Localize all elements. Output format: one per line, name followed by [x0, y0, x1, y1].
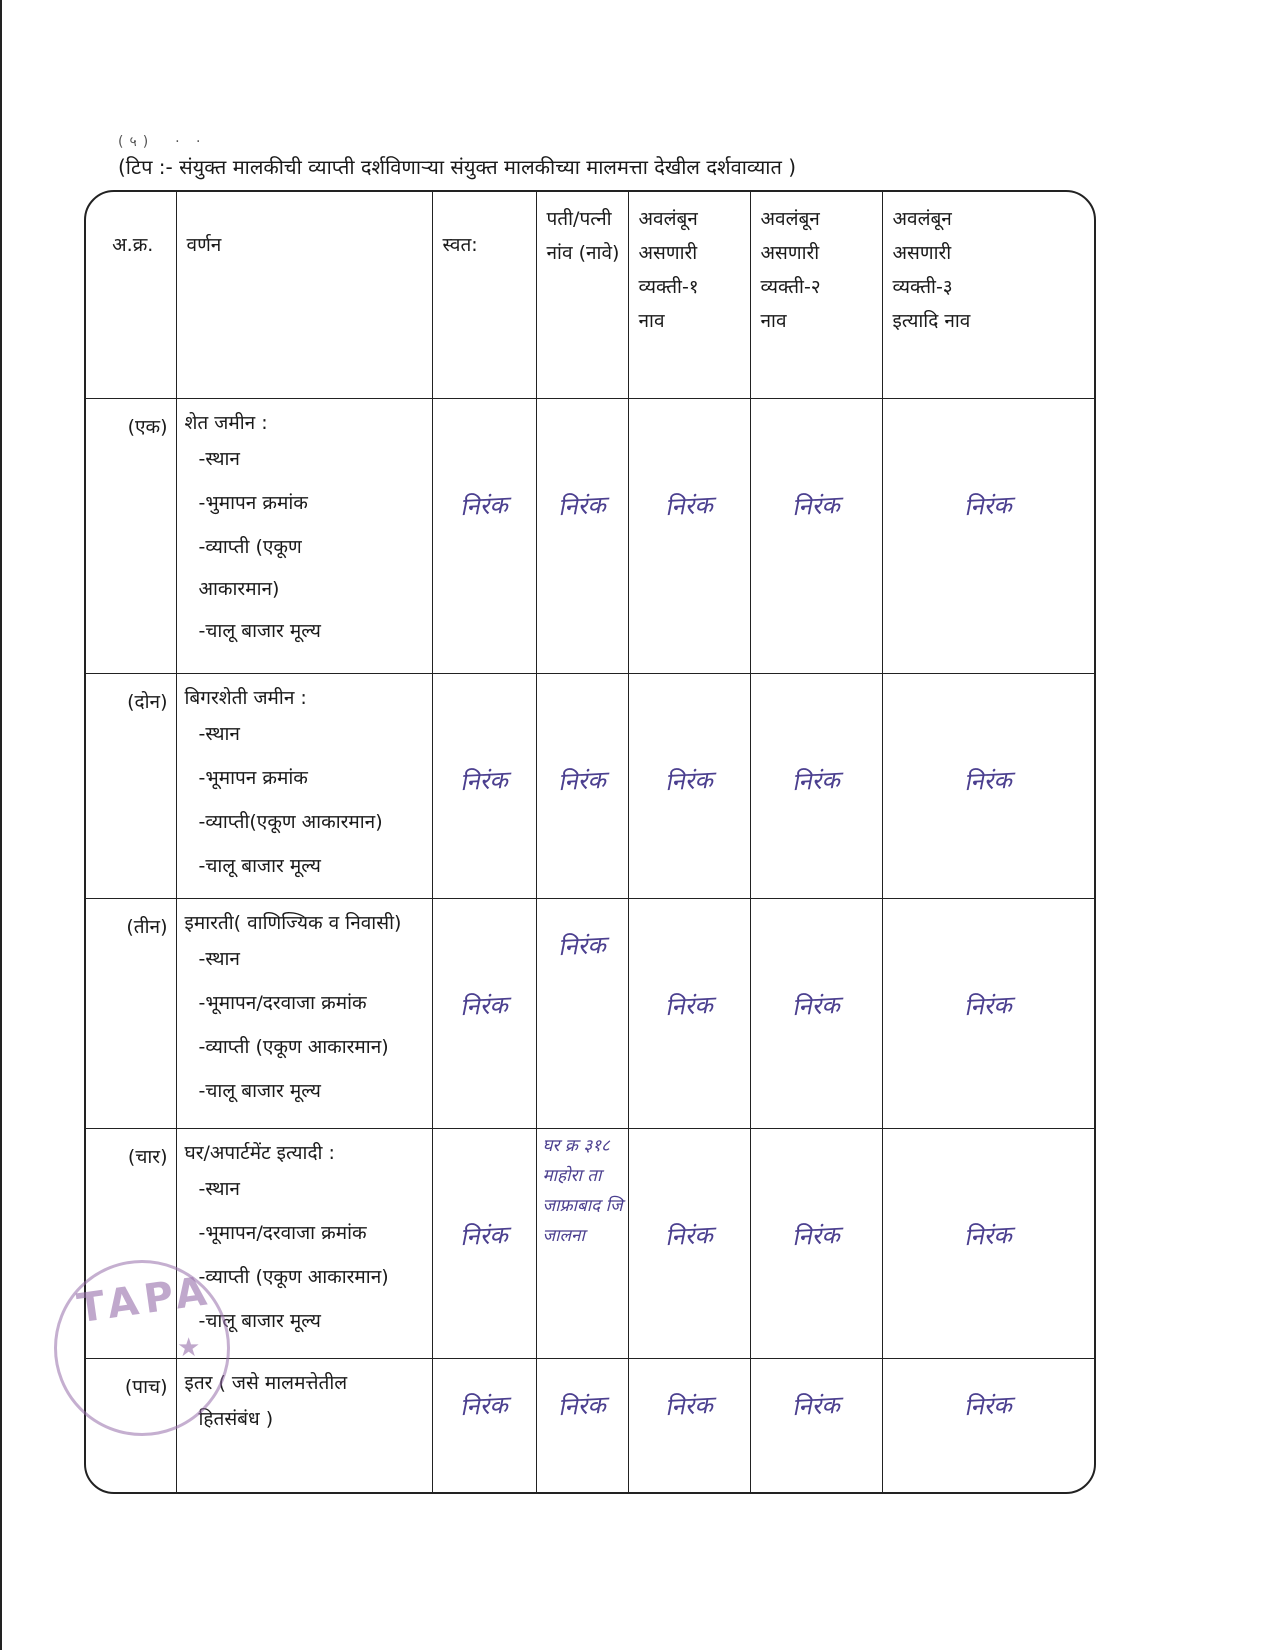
value-dependent-3: [882, 899, 1094, 1129]
value-dependent-3: [882, 674, 1094, 899]
row-serial: (तीन): [86, 899, 176, 1129]
value-self: [432, 399, 536, 674]
row-serial: (चार): [86, 1129, 176, 1359]
handwritten-value: निरंक: [791, 990, 841, 1022]
handwritten-value: निरंक: [963, 1390, 1013, 1422]
handwritten-value: निरंक: [963, 990, 1013, 1022]
header-line: असणारी: [760, 242, 820, 264]
row-title: इतर ( जसे मालमत्तेतील: [184, 1372, 348, 1394]
header-line: व्यक्ती-३: [892, 276, 953, 298]
header-line: अवलंबून: [638, 208, 698, 230]
value-spouse: [536, 399, 628, 674]
handwritten-value: निरंक: [459, 990, 509, 1022]
value-dependent-2: [750, 1359, 882, 1495]
official-stamp: [54, 1260, 230, 1436]
header-line: व्यक्ती-१: [638, 276, 699, 298]
handwritten-value: निरंक: [963, 490, 1013, 522]
cut-off-text: (५) · ·: [118, 134, 207, 150]
header-dependent-3: [882, 192, 1094, 399]
header-self: स्वत:: [432, 192, 536, 399]
row-item: -चालू बाजार मूल्य: [198, 855, 321, 877]
handwritten-value: निरंक: [791, 1220, 841, 1252]
row-item: -चालू बाजार मूल्य: [198, 1080, 321, 1102]
row-title: बिगरशेती जमीन :: [184, 687, 307, 709]
handwritten-value: निरंक: [963, 765, 1013, 797]
header-spouse-line: नांव (नावे): [546, 242, 620, 264]
header-line: नाव: [638, 310, 665, 332]
row-serial: (पाच): [86, 1359, 176, 1495]
header-line: अवलंबून: [892, 208, 952, 230]
handwritten-value: निरंक: [557, 1390, 607, 1422]
value-dependent-2: [750, 1129, 882, 1359]
stamp-text: TAPA: [74, 1267, 216, 1333]
header-spouse-line: पती/पत्नी: [546, 208, 612, 230]
header-dependent-1: [628, 192, 750, 399]
header-line: व्यक्ती-२: [760, 276, 821, 298]
row-description: [176, 899, 432, 1129]
header-line: असणारी: [892, 242, 952, 264]
value-self: [432, 674, 536, 899]
handwritten-value: निरंक: [664, 490, 714, 522]
handwritten-value: निरंक: [963, 1220, 1013, 1252]
value-dependent-1: [628, 899, 750, 1129]
row-item: -चालू बाजार मूल्य: [198, 1310, 321, 1332]
handwritten-value: निरंक: [557, 765, 607, 797]
row-item: -भूमापन क्रमांक: [198, 767, 308, 789]
header-dependent-2: [750, 192, 882, 399]
assets-table-frame: [84, 190, 1096, 1494]
value-dependent-1: [628, 399, 750, 674]
handwritten-value: निरंक: [459, 765, 509, 797]
row-title: शेत जमीन :: [184, 412, 268, 434]
handwritten-value: निरंक: [459, 490, 509, 522]
handwritten-value: निरंक: [664, 765, 714, 797]
table-row-other: [86, 1359, 1094, 1495]
row-item: -चालू बाजार मूल्य: [198, 620, 321, 642]
value-dependent-3: [882, 399, 1094, 674]
row-item: -स्थान: [198, 448, 240, 470]
handwritten-value: निरंक: [791, 490, 841, 522]
row-item: हितसंबंध ): [198, 1408, 274, 1430]
value-spouse: [536, 1129, 628, 1359]
value-dependent-2: [750, 899, 882, 1129]
row-serial: (एक): [86, 399, 176, 674]
value-dependent-1: [628, 1129, 750, 1359]
value-self: [432, 1359, 536, 1495]
header-line: असणारी: [638, 242, 698, 264]
stamp-star-icon: ★: [177, 1333, 207, 1363]
row-item: -स्थान: [198, 723, 240, 745]
handwritten-address: घर क्र ३१८ माहोरा ता जाफ्राबाद जि जालना: [542, 1136, 623, 1246]
value-spouse: [536, 674, 628, 899]
value-dependent-1: [628, 1359, 750, 1495]
handwritten-value: निरंक: [459, 1220, 509, 1252]
header-line: इत्यादि नाव: [892, 310, 971, 332]
table-row-non-agricultural-land: [86, 674, 1094, 899]
header-spouse: [536, 192, 628, 399]
table-header-row: [86, 192, 1094, 399]
value-spouse: [536, 899, 628, 1129]
handwritten-value: निरंक: [791, 765, 841, 797]
row-item: -व्याप्ती (एकूण आकारमान): [198, 1036, 389, 1058]
value-self: [432, 899, 536, 1129]
header-description: वर्णन: [176, 192, 432, 399]
row-item: -भुमापन क्रमांक: [198, 492, 308, 514]
row-title: इमारती( वाणिज्यिक व निवासी): [184, 912, 402, 934]
value-dependent-2: [750, 399, 882, 674]
joint-ownership-note: (टिप :- संयुक्त मालकीची व्याप्ती दर्शविणाऱ्या संयुक्त मालकीच्या मालमत्ता देखील दर्शवाव्यात ): [118, 155, 797, 179]
value-self: [432, 1129, 536, 1359]
header-line: नाव: [760, 310, 787, 332]
value-dependent-2: [750, 674, 882, 899]
row-item: -स्थान: [198, 948, 240, 970]
handwritten-value: निरंक: [459, 1390, 509, 1422]
value-dependent-3: [882, 1359, 1094, 1495]
page-left-border: [0, 0, 2, 1650]
row-item: -व्याप्ती(एकूण आकारमान): [198, 811, 383, 833]
row-title: घर/अपार्टमेंट इत्यादी :: [184, 1142, 335, 1164]
handwritten-value: निरंक: [557, 490, 607, 522]
handwritten-value: निरंक: [664, 990, 714, 1022]
handwritten-value: निरंक: [791, 1390, 841, 1422]
value-dependent-1: [628, 674, 750, 899]
row-item: -व्याप्ती (एकूण आकारमान): [198, 1266, 389, 1288]
value-spouse: [536, 1359, 628, 1495]
row-serial: (दोन): [86, 674, 176, 899]
row-item: -भूमापन/दरवाजा क्रमांक: [198, 992, 367, 1014]
header-serial: अ.क्र.: [86, 192, 176, 399]
handwritten-value: निरंक: [557, 930, 607, 962]
row-item: -स्थान: [198, 1178, 240, 1200]
row-item: आकारमान): [198, 578, 280, 600]
row-item: -भूमापन/दरवाजा क्रमांक: [198, 1222, 367, 1244]
immovable-assets-table: [86, 192, 1094, 1494]
table-row-agricultural-land: [86, 399, 1094, 674]
table-row-house-apartment: [86, 1129, 1094, 1359]
value-dependent-3: [882, 1129, 1094, 1359]
handwritten-value: निरंक: [664, 1390, 714, 1422]
row-description: [176, 674, 432, 899]
row-description: [176, 399, 432, 674]
row-item: -व्याप्ती (एकूण: [198, 536, 302, 558]
handwritten-value: निरंक: [664, 1220, 714, 1252]
table-row-buildings: [86, 899, 1094, 1129]
header-line: अवलंबून: [760, 208, 820, 230]
